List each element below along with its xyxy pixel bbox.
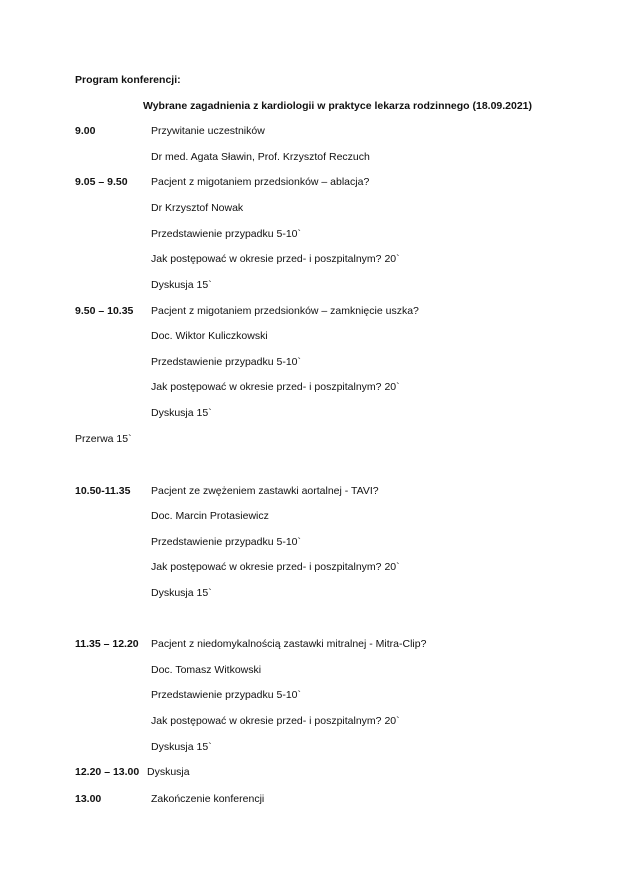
conference-title: Wybrane zagadnienia z kardiologii w praktyce lekarza rodzinnego (18.09.2021): [143, 100, 533, 112]
schedule-line: Przedstawienie przypadku 5-10`: [151, 536, 301, 548]
schedule-line: Przedstawienie przypadku 5-10`: [151, 356, 301, 368]
schedule-line: Dyskusja 15`: [151, 279, 212, 291]
schedule-line: Dyskusja: [147, 766, 190, 778]
schedule-time: 9.00: [75, 125, 96, 137]
schedule-line: Pacjent z migotaniem przedsionków – zamknięcie uszka?: [151, 305, 419, 317]
schedule-line: Dyskusja 15`: [151, 407, 212, 419]
schedule-line: Doc. Tomasz Witkowski: [151, 664, 262, 676]
schedule-line: Przedstawienie przypadku 5-10`: [151, 689, 301, 701]
schedule-line: Doc. Wiktor Kuliczkowski: [151, 330, 268, 342]
schedule-line: Przywitanie uczestników: [151, 125, 265, 137]
schedule-line: Jak postępować w okresie przed- i poszpitalnym? 20`: [151, 381, 400, 393]
schedule-line: Pacjent ze zwężeniem zastawki aortalnej - TAVI?: [151, 485, 379, 497]
schedule-line: Jak postępować w okresie przed- i poszpitalnym? 20`: [151, 253, 400, 265]
schedule-line: Dyskusja 15`: [151, 587, 212, 599]
schedule-line: Dr med. Agata Sławin, Prof. Krzysztof Reczuch: [151, 151, 370, 163]
schedule-time: 13.00: [75, 793, 102, 805]
schedule-line: Pacjent z niedomykalnością zastawki mitralnej - Mitra-Clip?: [151, 638, 427, 650]
schedule-time: 9.50 – 10.35: [75, 305, 134, 317]
schedule-line: Jak postępować w okresie przed- i poszpitalnym? 20`: [151, 715, 400, 727]
break-text: Przerwa 15`: [75, 433, 132, 445]
schedule-time: 10.50-11.35: [75, 485, 131, 497]
schedule-line: Przedstawienie przypadku 5-10`: [151, 228, 301, 240]
schedule-line: Doc. Marcin Protasiewicz: [151, 510, 269, 522]
schedule-line: Dyskusja 15`: [151, 741, 212, 753]
page-heading: Program konferencji:: [75, 74, 181, 86]
schedule-time: 9.05 – 9.50: [75, 176, 128, 188]
schedule-line: Zakończenie konferencji: [151, 793, 265, 805]
schedule-time: 11.35 – 12.20: [75, 638, 139, 650]
schedule-time: 12.20 – 13.00: [75, 766, 140, 778]
schedule-line: Jak postępować w okresie przed- i poszpitalnym? 20`: [151, 561, 400, 573]
schedule-line: Dr Krzysztof Nowak: [151, 202, 244, 214]
schedule-line: Pacjent z migotaniem przedsionków – ablacja?: [151, 176, 370, 188]
